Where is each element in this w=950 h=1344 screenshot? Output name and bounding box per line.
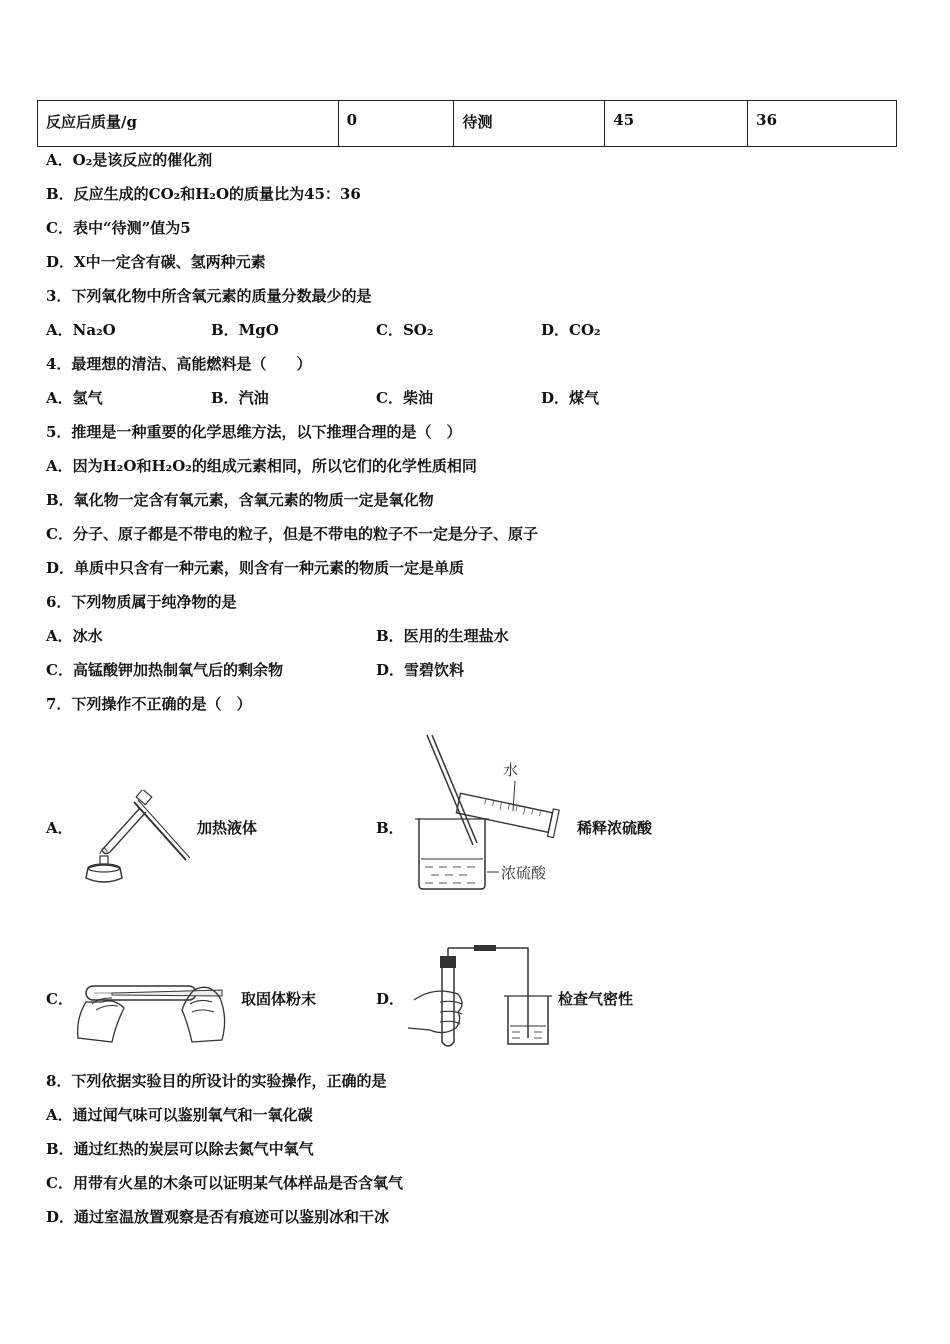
q7-stem: 7．下列操作不正确的是（ ） bbox=[46, 695, 252, 713]
q4-option-c: C．柴油 bbox=[376, 389, 433, 407]
acid-label: 浓硫酸 bbox=[501, 864, 547, 882]
q7-d-letter: D． bbox=[376, 990, 405, 1008]
q4-option-d: D．煤气 bbox=[541, 389, 600, 407]
air-tightness-figure bbox=[404, 942, 554, 1052]
q7-c-label: 取固体粉末 bbox=[241, 990, 317, 1008]
q2-option-d: D．X中一定含有碳、氢两种元素 bbox=[46, 253, 266, 271]
q5-option-a: A．因为H₂O和H₂O₂的组成元素相同，所以它们的化学性质相同 bbox=[46, 457, 477, 475]
table-cell: 0 bbox=[338, 101, 454, 147]
q3-stem: 3．下列氧化物中所含氧元素的质量分数最少的是 bbox=[46, 287, 372, 305]
q7-c-letter: C． bbox=[46, 990, 73, 1008]
q6-option-a: A．冰水 bbox=[46, 627, 103, 645]
q7-b-label: 稀释浓硫酸 bbox=[577, 819, 653, 837]
q4-option-b: B．汽油 bbox=[211, 389, 269, 407]
table-cell: 45 bbox=[605, 101, 748, 147]
q6-stem: 6．下列物质属于纯净物的是 bbox=[46, 593, 237, 611]
q8-option-c: C．用带有火星的木条可以证明某气体样品是否含氧气 bbox=[46, 1174, 403, 1192]
table-row bbox=[38, 101, 897, 147]
q5-option-b: B．氧化物一定含有氧元素，含氧元素的物质一定是氧化物 bbox=[46, 491, 434, 509]
q3-option-b: B．MgO bbox=[211, 321, 279, 339]
q2-option-c: C．表中“待测”值为5 bbox=[46, 219, 191, 237]
q4-option-a: A．氢气 bbox=[46, 389, 103, 407]
q6-option-c: C．高锰酸钾加热制氧气后的剩余物 bbox=[46, 661, 283, 679]
solid-powder-figure bbox=[72, 968, 232, 1048]
q8-option-a: A．通过闻气味可以鉴别氧气和一氧化碳 bbox=[46, 1106, 313, 1124]
water-label: 水 bbox=[503, 761, 519, 779]
q3-option-c: C．SO₂ bbox=[376, 321, 434, 339]
q5-option-c: C．分子、原子都是不带电的粒子，但是不带电的粒子不一定是分子、原子 bbox=[46, 525, 538, 543]
q7-b-letter: B． bbox=[376, 819, 404, 837]
q4-stem: 4．最理想的清洁、高能燃料是（ ） bbox=[46, 355, 312, 373]
q7-a-letter: A． bbox=[46, 819, 73, 837]
mass-table bbox=[37, 100, 897, 147]
q6-option-d: D．雪碧饮料 bbox=[376, 661, 465, 679]
table-cell: 待测 bbox=[454, 101, 605, 147]
q7-a-label: 加热液体 bbox=[197, 819, 258, 837]
q7-d-label: 检查气密性 bbox=[558, 990, 634, 1008]
q8-stem: 8．下列依据实验目的所设计的实验操作，正确的是 bbox=[46, 1072, 387, 1090]
q5-stem: 5．推理是一种重要的化学思维方法，以下推理合理的是（ ） bbox=[46, 423, 462, 441]
q2-option-a: A．O₂是该反应的催化剂 bbox=[46, 151, 213, 169]
q3-option-d: D．CO₂ bbox=[541, 321, 601, 339]
q2-option-b: B．反应生成的CO₂和H₂O的质量比为45：36 bbox=[46, 185, 361, 203]
dilute-acid-figure bbox=[405, 733, 575, 893]
q3-option-a: A．Na₂O bbox=[46, 321, 116, 339]
table-row-label: 反应后质量/g bbox=[38, 101, 339, 147]
table-cell: 36 bbox=[748, 101, 897, 147]
q6-option-b: B．医用的生理盐水 bbox=[376, 627, 509, 645]
q5-option-d: D．单质中只含有一种元素，则含有一种元素的物质一定是单质 bbox=[46, 559, 465, 577]
heating-liquid-figure bbox=[76, 790, 191, 890]
q8-option-d: D．通过室温放置观察是否有痕迹可以鉴别冰和干冰 bbox=[46, 1208, 390, 1226]
q8-option-b: B．通过红热的炭层可以除去氮气中氧气 bbox=[46, 1140, 314, 1158]
